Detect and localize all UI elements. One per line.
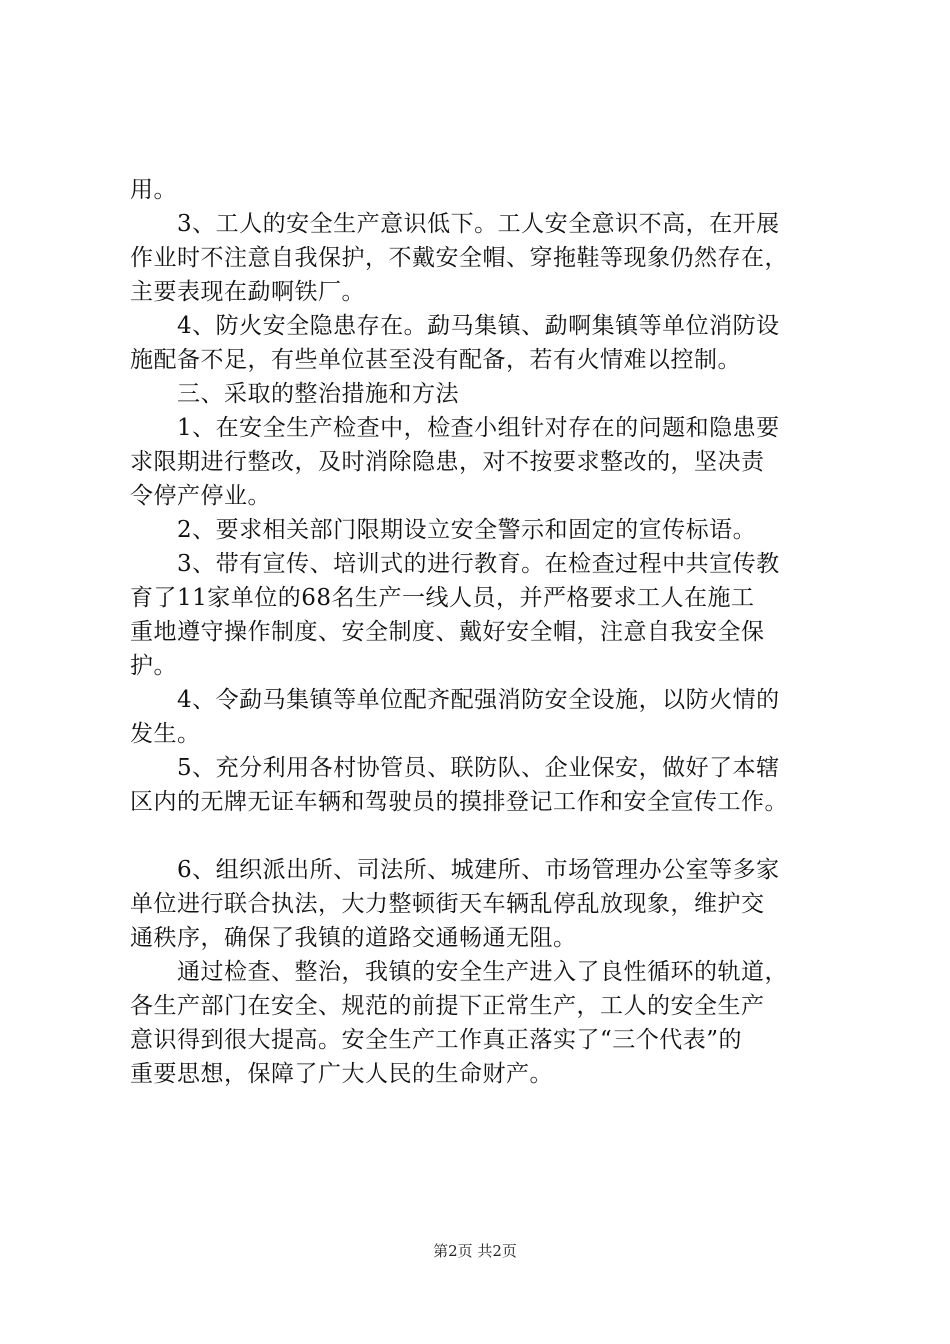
text-line: 2、要求相关部门限期设立安全警示和固定的宣传标语。 [130,517,757,543]
text-line: 施配备不足，有些单位甚至没有配备，若有火情难以控制。 [130,347,741,373]
text-line: 重要思想，保障了广大人民的生命财产。 [130,1061,553,1087]
text-line: 3、带有宣传、培训式的进行教育。在检查过程中共宣传教 [130,551,780,577]
text-line: 通秩序，确保了我镇的道路交通畅通无阻。 [130,925,577,951]
text-line: 令停产停业。 [130,483,271,509]
text-line: 意识得到很大提高。安全生产工作真正落实了“三个代表”的 [130,1027,743,1053]
page-number-footer: 第2页 共2页 [433,1242,517,1260]
text-line: 求限期进行整改，及时消除隐患，对不按要求整改的，坚决责 [130,449,765,475]
text-line: 主要表现在勐啊铁厂。 [130,279,365,305]
text-line: 发生。 [130,721,201,747]
text-line: 3、工人的安全生产意识低下。工人安全意识不高，在开展 [130,211,780,237]
text-line: 作业时不注意自我保护，不戴安全帽、穿拖鞋等现象仍然存在， [130,245,788,271]
text-line: 4、令勐马集镇等单位配齐配强消防安全设施，以防火情的 [130,687,780,713]
text-line: 各生产部门在安全、规范的前提下正常生产，工人的安全生产 [130,993,765,1019]
text-line: 护。 [130,653,177,679]
text-line: 用。 [130,177,177,203]
text-line: 1、在安全生产检查中，检查小组针对存在的问题和隐患要 [130,415,780,441]
text-line: 单位进行联合执法，大力整顿街天车辆乱停乱放现象，维护交 [130,891,765,917]
text-line: 区内的无牌无证车辆和驾驶员的摸排登记工作和安全宣传工作。 [130,789,788,815]
text-line: 重地遵守操作制度、安全制度、戴好安全帽，注意自我安全保 [130,619,765,645]
text-line: 4、防火安全隐患存在。勐马集镇、勐啊集镇等单位消防设 [130,313,780,339]
text-line: 育了11家单位的68名生产一线人员，并严格要求工人在施工 [130,585,755,611]
text-line: 6、组织派出所、司法所、城建所、市场管理办公室等多家 [130,857,780,883]
text-line: 通过检查、整治，我镇的安全生产进入了良性循环的轨道， [130,959,788,985]
section-heading: 三、采取的整治措施和方法 [130,381,459,407]
text-line: 5、充分利用各村协管员、联防队、企业保安，做好了本辖 [130,755,780,781]
